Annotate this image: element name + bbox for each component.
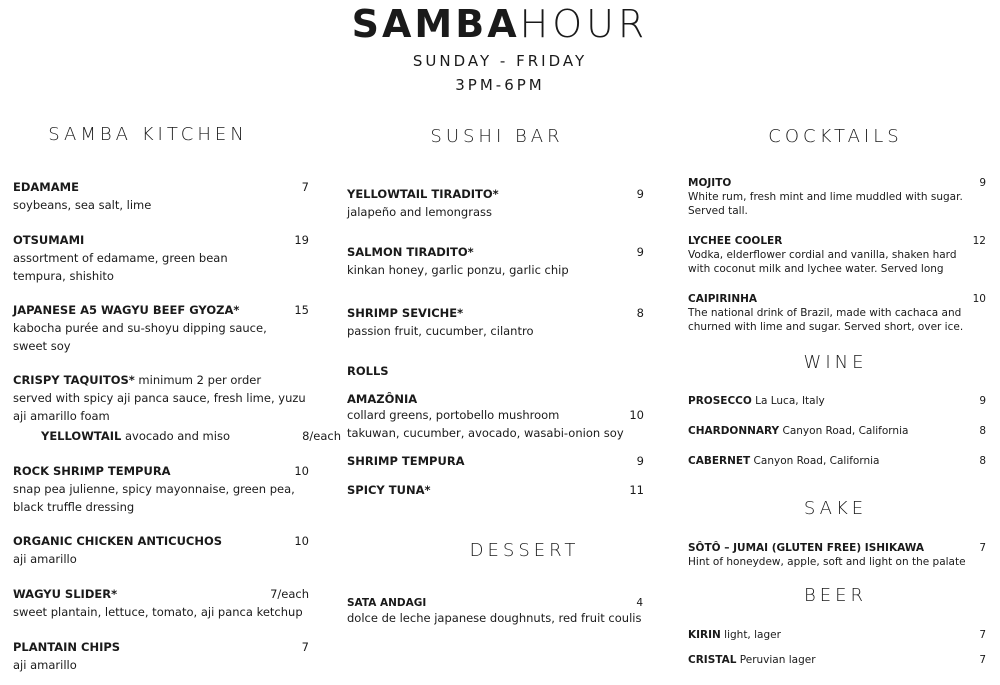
item-desc: Vodka, elderflower cordial and vanilla, shaken hard with coconut milk and lychee water. Served long — [688, 249, 957, 275]
rolls-label: ROLLS — [347, 364, 389, 378]
menu-item — [13, 427, 341, 445]
menu-item — [347, 596, 647, 626]
item-price: 15 — [294, 303, 309, 317]
menu-item — [688, 292, 968, 334]
menu-item — [688, 454, 986, 468]
item-name: AMAZÔNIA — [347, 392, 418, 406]
item-price: 10 — [629, 408, 644, 422]
item-name — [688, 653, 983, 667]
item-price: 9 — [979, 177, 986, 189]
item-price: 10 — [972, 293, 986, 305]
menu-item — [688, 653, 986, 667]
item-name: ROCK SHRIMP TEMPURA — [13, 464, 171, 478]
item-price: 9 — [636, 454, 644, 468]
item-name-main: PROSECCO — [688, 395, 752, 407]
item-price: 9 — [979, 395, 986, 407]
item-name: SÔTÔ – JUMAI (GLUTEN FREE) ISHIKAWA — [688, 542, 924, 554]
item-origin: Peruvian lager — [736, 654, 816, 666]
item-price: 7 — [979, 654, 986, 666]
dessert-title: DESSERT — [469, 540, 580, 561]
menu-item — [347, 452, 647, 470]
item-desc: sweet plantain, lettuce, tomato, aji panca ketchup — [13, 605, 303, 619]
item-desc: takuwan, cucumber, avocado, wasabi-onion soy — [347, 426, 624, 440]
menu-item — [347, 243, 647, 279]
item-name — [13, 371, 313, 389]
item-name: LYCHEE COOLER — [688, 235, 783, 247]
menu-item — [688, 541, 986, 569]
item-price: 11 — [629, 483, 644, 497]
menu-item — [347, 391, 647, 443]
item-origin: Canyon Road, California — [750, 455, 880, 467]
item-name — [688, 394, 983, 408]
sake-title: SAKE — [803, 498, 868, 519]
item-name-main: KIRIN — [688, 629, 721, 641]
menu-item — [688, 424, 986, 438]
item-name-main: YELLOWTAIL — [41, 429, 122, 443]
item-name: SPICY TUNA* — [347, 483, 431, 497]
item-desc: Hint of honeydew, apple, soft and light on the palate — [688, 556, 966, 568]
item-desc: The national drink of Brazil, made with cachaca and churned with lime and sugar. Served short, over ice. — [688, 307, 964, 333]
sushi-title: SUSHI BAR — [430, 126, 564, 147]
item-note: avocado and miso — [121, 429, 230, 443]
item-name: PLANTAIN CHIPS — [13, 640, 121, 654]
item-name: ORGANIC CHICKEN ANTICUCHOS — [13, 534, 223, 548]
item-desc: assortment of edamame, green bean tempura, shishito — [13, 251, 228, 283]
item-name: CAIPIRINHA — [688, 293, 758, 305]
item-price: 9 — [636, 187, 644, 201]
item-price: 7 — [301, 640, 309, 654]
item-price: 8 — [636, 306, 644, 320]
item-name: MOJITO — [688, 177, 732, 189]
sushi-column — [347, 0, 647, 685]
menu-item — [688, 176, 968, 218]
item-price: 7 — [979, 629, 986, 641]
menu-item — [13, 178, 313, 214]
item-price: 10 — [294, 534, 309, 548]
item-name: SATA ANDAGI — [347, 597, 427, 609]
item-desc: jalapeño and lemongrass — [347, 205, 492, 219]
menu-item — [13, 301, 313, 355]
item-desc: White rum, fresh mint and lime muddled with sugar. Served tall. — [688, 191, 963, 217]
item-desc: aji amarillo — [13, 552, 77, 566]
item-name: EDAMAME — [13, 180, 79, 194]
item-desc: soybeans, sea salt, lime — [13, 198, 152, 212]
wine-title: WINE — [803, 352, 868, 373]
item-name-main: CRISTAL — [688, 654, 737, 666]
menu-item — [13, 231, 253, 285]
item-name-main: CABERNET — [688, 455, 751, 467]
item-name-main: CHARDONNARY — [688, 425, 780, 437]
item-origin: Canyon Road, California — [779, 425, 909, 437]
menu-item — [347, 304, 647, 340]
item-name: SHRIMP SEVICHE* — [347, 306, 464, 320]
item-name — [688, 628, 983, 642]
item-desc: kabocha purée and su-shoyu dipping sauce, sweet soy — [13, 321, 267, 353]
item-price: 7/each — [270, 587, 309, 601]
item-name — [688, 424, 983, 438]
item-desc: snap pea julienne, spicy mayonnaise, green pea, black truffle dressing — [13, 482, 295, 514]
menu-item — [13, 371, 313, 425]
item-price: 9 — [636, 245, 644, 259]
item-origin: light, lager — [720, 629, 781, 641]
menu-item — [13, 585, 313, 621]
beer-title: BEER — [803, 585, 868, 606]
item-price: 10 — [294, 464, 309, 478]
menu-item — [688, 628, 986, 642]
item-price: 7 — [979, 542, 986, 554]
cocktails-title: COCKTAILS — [768, 126, 903, 147]
menu-item — [13, 462, 313, 516]
days-label: SUNDAY - FRIDAY — [412, 52, 588, 70]
item-name: SALMON TIRADITO* — [347, 245, 474, 259]
item-name — [41, 427, 311, 445]
item-price: 8 — [979, 455, 986, 467]
menu-item — [13, 532, 313, 568]
item-desc: kinkan honey, garlic ponzu, garlic chip — [347, 263, 569, 277]
item-name: OTSUMAMI — [13, 233, 85, 247]
item-origin: La Luca, Italy — [751, 395, 825, 407]
item-price: 8/each — [302, 429, 341, 443]
kitchen-title: SAMBA KITCHEN — [48, 124, 248, 145]
item-name — [688, 454, 983, 468]
menu-item — [13, 638, 313, 674]
item-desc: served with spicy aji panca sauce, fresh lime, yuzu aji amarillo foam — [13, 391, 306, 423]
item-name: JAPANESE A5 WAGYU BEEF GYOZA* — [13, 303, 240, 317]
item-desc: passion fruit, cucumber, cilantro — [347, 324, 534, 338]
item-price: 12 — [972, 235, 986, 247]
menu-item — [688, 234, 968, 276]
item-desc: aji amarillo — [13, 658, 77, 672]
menu-item — [688, 394, 986, 408]
item-price: 4 — [636, 597, 643, 609]
item-price: 19 — [294, 233, 309, 247]
item-price: 7 — [301, 180, 309, 194]
item-desc: dolce de leche japanese doughnuts, red fruit coulis — [347, 611, 642, 625]
item-name: SHRIMP TEMPURA — [347, 454, 465, 468]
brand-light: HOUR — [519, 2, 649, 46]
cocktails-column — [688, 0, 986, 685]
hours-label: 3PM-6PM — [455, 76, 545, 94]
kitchen-column — [13, 0, 341, 685]
item-name: YELLOWTAIL TIRADITO* — [347, 187, 499, 201]
item-note: minimum 2 per order — [134, 373, 262, 387]
item-name: WAGYU SLIDER* — [13, 587, 118, 601]
item-name-main: CRISPY TAQUITOS* — [13, 373, 135, 387]
item-desc: collard greens, portobello mushroom — [347, 408, 560, 422]
brand-bold: SAMBA — [351, 2, 520, 46]
menu-item — [347, 481, 647, 499]
menu-item — [347, 185, 647, 221]
item-price: 8 — [979, 425, 986, 437]
